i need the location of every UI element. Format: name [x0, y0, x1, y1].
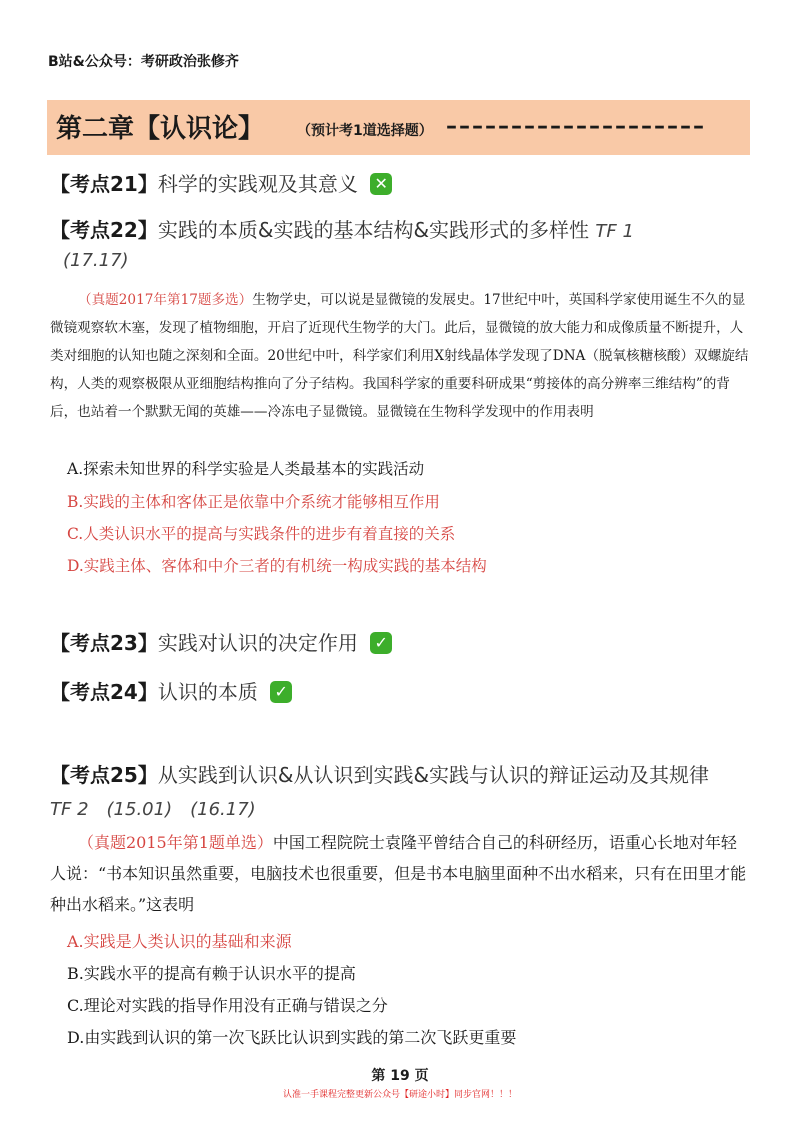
point-topic: 实践的本质&实践的基本结构&实践形式的多样性	[157, 218, 590, 242]
page-footer: 认准一手课程完整更新公众号【研途小时】同步官网！！！	[282, 1090, 517, 1100]
question-2-stem	[50, 827, 750, 920]
point-22-score: (17.17)	[63, 250, 129, 271]
point-23	[50, 627, 392, 656]
option-d: D.实践主体、客体和中介三者的有机统一构成实践的基本结构	[67, 557, 487, 575]
point-key: 【考点25】	[50, 763, 158, 787]
option-c: C.人类认识水平的提高与实践条件的进步有着直接的关系	[67, 525, 456, 543]
cross-mark-icon: ✕	[370, 173, 392, 195]
point-topic: 实践对认识的决定作用	[157, 631, 358, 655]
point-key: 【考点21】	[50, 172, 158, 196]
point-24	[50, 676, 292, 705]
point-tf: TF 1	[595, 221, 634, 242]
point-topic: 从实践到认识&从认识到实践&实践与认识的辩证运动及其规律	[157, 763, 710, 787]
chapter-banner	[47, 100, 750, 155]
point-22	[50, 214, 634, 243]
question-text: 中国工程院院士袁隆平曾结合自己的科研经历，语重心长地对年轻人说：“书本知识虽然重要，电脑技术也很重要，但是书本电脑里面种不出水稻来，只有在田里才能种出水稻来。”这表明	[50, 833, 747, 914]
check-mark-icon: ✓	[270, 681, 292, 703]
point-21	[50, 168, 392, 197]
option-b: B.实践的主体和客体正是依靠中介系统才能够相互作用	[67, 493, 440, 511]
option-c: C.理论对实践的指导作用没有正确与错误之分	[67, 996, 388, 1015]
question-source: （真题2015年第1题单选）	[78, 833, 273, 852]
question-source: （真题2017年第17题多选）	[78, 292, 253, 308]
page-number: 第 19 页	[371, 1068, 429, 1084]
option-a: A.实践是人类认识的基础和来源	[67, 932, 292, 951]
option-a: A.探索未知世界的科学实验是人类最基本的实践活动	[67, 460, 425, 478]
point-topic: 认识的本质	[157, 680, 258, 704]
point-25-score: TF 2 (15.01) (16.17)	[50, 799, 256, 820]
option-d: D.由实践到认识的第一次飞跃比认识到实践的第二次飞跃更重要	[67, 1028, 517, 1047]
question-1-stem	[50, 286, 750, 426]
chapter-title: 第二章【认识论】	[56, 114, 265, 144]
point-key: 【考点22】	[50, 218, 158, 242]
question-text: 生物学史，可以说是显微镜的发展史。17世纪中叶，英国科学家使用诞生不久的显微镜观察软木塞，发现了植物细胞，开启了近现代生物学的大门。此后，显微镜的放大能力和成像质量不断提升，人类对细胞的认知也随之深刻和全面。20世纪中叶，科学家们利用X射线晶体学发现了DNA（脱氧核糖核酸）双螺旋结构，人类的观察极限从亚细胞结构推向了分子结构。我国科学家的重要科研成果“剪接体的高分辨率三维结构”的背后，也站着一个默默无闻的英雄——冷冻电子显微镜。显微镜在生物科学发现中的作用表明	[50, 292, 749, 420]
option-b: B.实践水平的提高有赖于认识水平的提高	[67, 964, 356, 983]
chapter-note: （预计考1道选择题）	[297, 123, 433, 139]
point-key: 【考点23】	[50, 631, 158, 655]
point-key: 【考点24】	[50, 680, 158, 704]
check-mark-icon: ✓	[370, 632, 392, 654]
chapter-dashes: ––––––––––––––––––––	[446, 114, 706, 139]
point-topic: 科学的实践观及其意义	[157, 172, 358, 196]
page-header: B站&公众号：考研政治张修齐	[48, 54, 239, 70]
point-25	[50, 759, 709, 788]
